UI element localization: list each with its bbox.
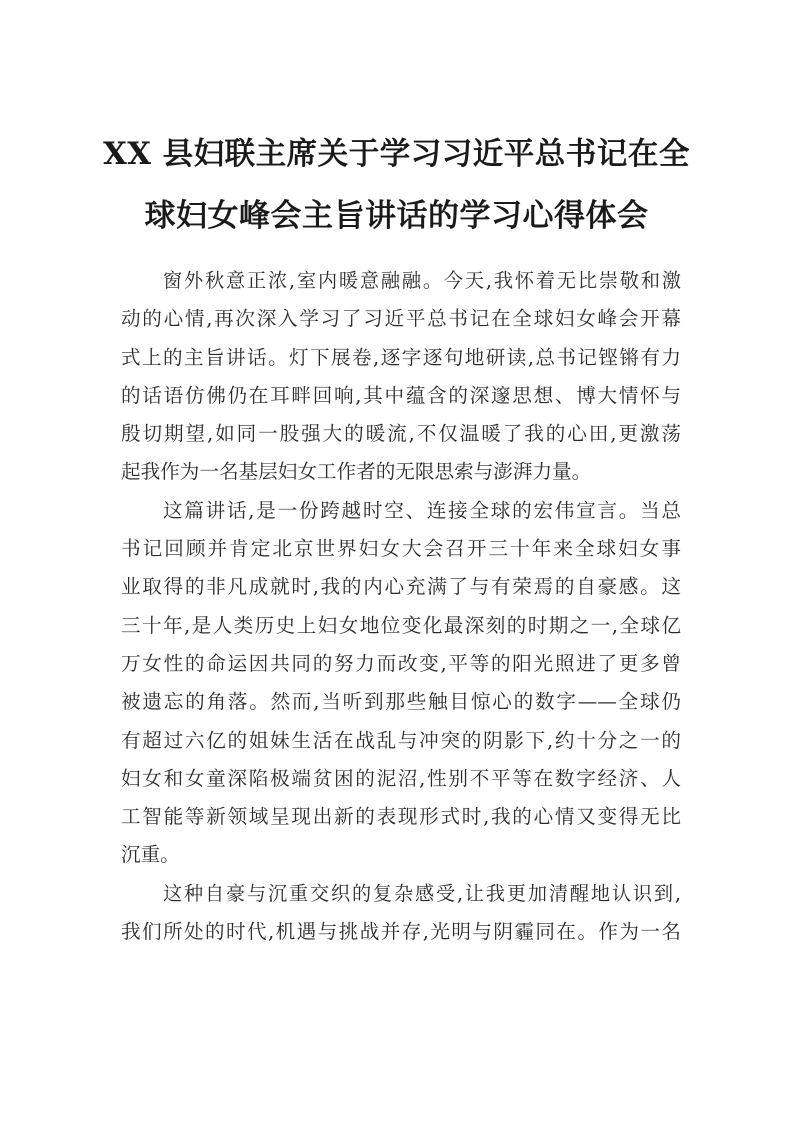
paragraph-line: 书记回顾并肯定北京世界妇女大会召开三十年来全球妇女事 <box>121 537 681 561</box>
paragraph-line: 殷切期望,如同一股强大的暖流,不仅温暖了我的心田,更激荡 <box>121 422 681 446</box>
paragraph-line: 窗外秋意正浓,室内暖意融融。今天,我怀着无比崇敬和激 <box>163 269 681 292</box>
paragraph <box>121 262 681 492</box>
paragraph-line: 这种自豪与沉重交织的复杂感受,让我更加清醒地认识到, <box>163 881 681 905</box>
paragraph <box>121 492 681 875</box>
document-title <box>100 123 693 247</box>
paragraph <box>121 875 681 952</box>
paragraph-line: 有超过六亿的姐妹生活在战乱与冲突的阴影下,约十分之一的 <box>121 728 681 752</box>
paragraph-line: 起我作为一名基层妇女工作者的无限思索与澎湃力量。 <box>121 460 592 484</box>
document-body <box>121 262 681 951</box>
paragraph-line: 业取得的非凡成就时,我的内心充满了与有荣焉的自豪感。这 <box>121 575 681 599</box>
title-line: XX 县妇联主席关于学习习近平总书记在全 <box>103 136 690 172</box>
paragraph-line: 这篇讲话,是一份跨越时空、连接全球的宏伟宣言。当总 <box>163 498 681 522</box>
paragraph-line: 被遗忘的角落。然而,当听到那些触目惊心的数字——全球仍 <box>121 690 681 714</box>
paragraph-line: 沉重。 <box>121 843 180 867</box>
title-line: 球妇女峰会主旨讲话的学习心得体会 <box>144 198 649 234</box>
paragraph-line: 的话语仿佛仍在耳畔回响,其中蕴含的深邃思想、博大情怀与 <box>121 383 681 407</box>
paragraph-line: 三十年,是人类历史上妇女地位变化最深刻的时期之一,全球亿 <box>121 613 681 637</box>
paragraph-line: 动的心情,再次深入学习了习近平总书记在全球妇女峰会开幕 <box>121 307 681 331</box>
paragraph-line: 妇女和女童深陷极端贫困的泥沼,性别不平等在数字经济、人 <box>121 766 681 790</box>
paragraph-line: 工智能等新领域呈现出新的表现形式时,我的心情又变得无比 <box>121 805 681 829</box>
paragraph-line: 式上的主旨讲话。灯下展卷,逐字逐句地研读,总书记铿锵有力 <box>121 345 681 369</box>
paragraph-line: 万女性的命运因共同的努力而改变,平等的阳光照进了更多曾 <box>121 651 681 675</box>
paragraph-line: 我们所处的时代,机遇与挑战并存,光明与阴霾同在。作为一名 <box>121 920 681 944</box>
